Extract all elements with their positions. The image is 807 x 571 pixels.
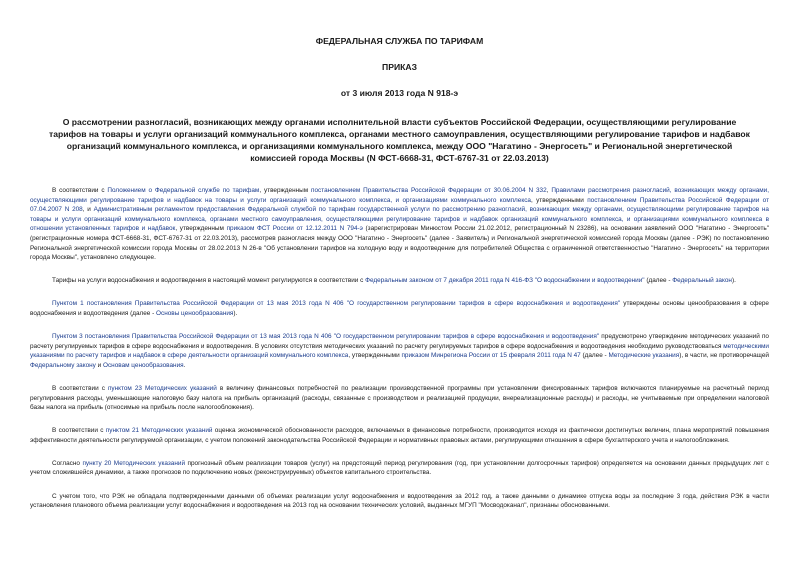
link-federal-law-416[interactable]: Федеральным законом от 7 декабря 2011 года N 416-ФЗ "О водоснабжении и водоотведении" — [365, 277, 645, 285]
paragraph-4 — [30, 332, 769, 370]
link-resolution-406-p3[interactable]: Пунктом 3 постановления Правительства Российской Федерации от 13 мая 2013 года N 406 "О государственном регулировании тарифов в сфере водоснабжения и водоотведения" — [52, 333, 600, 341]
document-kind: ПРИКАЗ — [382, 62, 417, 72]
document-title: О рассмотрении разногласий, возникающих между органами исполнительной власти субъектов Российской Федерации, осуществляющими регулирование тарифов на товары и услуги организаций коммунального комплекса, органами местного самоуправления, осуществляющими регулирование тарифов и надбавок организаций коммунального комплекса, и организациями коммунального комплекса, между ООО "Нагатино - Энергосеть" и Региональной энергетической комиссией города Москвы (N ФСТ-6668-31, ФСТ-6767-31 от 22.03.2013) — [49, 117, 750, 163]
paragraph-3 — [30, 299, 769, 318]
text: (далее - — [644, 277, 673, 285]
link-resolution-332[interactable]: постановлением Правительства Российской Федерации от 30.06.2004 N 332 — [311, 187, 547, 194]
link-guidelines-short[interactable]: Методические указания — [608, 352, 680, 360]
link-methodical-guidelines[interactable]: методическими указаниями по расчету тарифов и надбавок в сфере деятельности организаций коммунального комплекса — [30, 342, 769, 360]
text: Согласно — [52, 459, 83, 467]
link-guidelines-p20[interactable]: пункту 20 Методических указаний — [82, 459, 186, 467]
document-body — [30, 186, 769, 511]
text: предусмотрено утверждение методических указаний по расчету регулируемых тарифов в сфере водоснабжения и водоотведения. В условиях отсутствия методических указаний по расчету регулируемых тарифов в сфере водоснабжения и водоотведения необходимо руководствоваться — [30, 333, 769, 350]
link-pricing-basics-ref[interactable]: Основам ценообразования — [103, 361, 184, 369]
link-admin-regulation[interactable]: Административным регламентом предоставления Федеральной службой по тарифам государственной услуги по рассмотрению разногласий, возникающих между органами, осуществляющими регулирование тарифов на товары и услуги организаций коммунального комплекса, органами местного самоуправления, осуществляющими регулирование тарифов и надбавок организаций коммунального комплекса, и организациями коммунального комплекса в отношении установленных тарифов и надбавок — [30, 206, 769, 233]
link-regulation-fst[interactable]: Положением о Федеральной службе по тарифам — [107, 187, 260, 194]
link-resolution-208[interactable]: постановлением Правительства Российской Федерации от 07.04.2007 N 208 — [30, 196, 769, 214]
link-order-minregion-47[interactable]: приказом Минрегиона России от 15 февраля 2011 года N 47 — [401, 352, 581, 360]
link-guidelines-p21[interactable]: пунктом 21 Методических указаний — [105, 427, 213, 435]
text: в величину финансовых потребностей по реализации производственной программы при установлении фиксированных тарифов включаются планируемые на расчетный период регулирования расходы, уменьшающие налоговую базу налога на прибыль организаций (расходы, связанные с производством и реализацией продукции, внереализационные расходы) и расходы, не учитываемые при определении налоговой базы налога на прибыль (относимые на прибыль после налогообложения). — [30, 384, 770, 412]
link-federal-law-ref[interactable]: Федеральному закону — [30, 361, 96, 369]
text: (зарегистрирован Минюстом России 21.02.2012, регистрационный N 23286), на основании заявлений ООО "Нагатино - Энергосеть" (регистрационные номера ФСТ-6668-31, ФСТ-6767-31 от 22.03.2013), рассмотрев разногласия между ООО "Нагатино - Энергосеть" (далее - Заявитель) и Региональной энергетической комиссией города Москвы (далее - РЭК) по постановлению Региональной энергетической комиссии города Москвы от 28.02.2013 N 26-в "Об установлении тарифов на холодную воду и водоотведение для потребителей Общества с ограниченной ответственностью "Нагатино - Энергосеть" на территории города Москвы", установлено следующее. — [30, 225, 769, 262]
link-federal-law[interactable]: Федеральный закон — [672, 277, 732, 285]
paragraph-6 — [30, 426, 769, 445]
text: , утвержденными — [348, 352, 402, 360]
link-dispute-rules[interactable]: Правилами рассмотрения разногласий, возникающих между органами, осуществляющими регулирование тарифов и надбавок на товары и услуги организаций коммунального комплекса, и организациями коммунального комплекса — [30, 187, 770, 204]
text: утверждены основы ценообразования в сфере водоснабжения и водоотведения (далее - — [30, 300, 769, 317]
text: В соответствии с — [52, 187, 108, 194]
text: и — [95, 361, 103, 369]
document-date: от 3 июля 2013 года N 918-э — [340, 88, 459, 98]
text: ). — [731, 277, 736, 285]
text: ), в части, не противоречащей — [679, 352, 769, 360]
text: , утвержденным — [259, 187, 312, 194]
text: оценка экономической обоснованности расходов, включаемых в финансовые потребности, производится исходя из фактически достигнутых величин, плана мероприятий повышения эффективности деятельности регулируемой организации, с учетом положений законодательства Российской Федерации и нормативных правовых актами, регулирующими отношения в сфере бухгалтерского учета и налогообложения. — [30, 427, 769, 444]
link-resolution-406-p1[interactable]: Пунктом 1 постановления Правительства Российской Федерации от 13 мая 2013 года N 406 "О государственном регулировании тарифов в сфере водоснабжения и водоотведения" — [52, 300, 621, 308]
paragraph-7 — [30, 459, 769, 478]
paragraph-2 — [30, 276, 769, 286]
text: В соответствии с — [52, 427, 106, 435]
link-guidelines-p23[interactable]: пунктом 23 Методических указаний — [107, 384, 217, 392]
paragraph-8 — [30, 492, 769, 511]
text: Тарифы на услуги водоснабжения и водоотведения в настоящий момент регулируются в соответствии с — [52, 277, 366, 285]
link-pricing-basics[interactable]: Основы ценообразования — [156, 309, 234, 317]
text: . — [183, 361, 186, 369]
agency-name: ФЕДЕРАЛЬНАЯ СЛУЖБА ПО ТАРИФАМ — [315, 36, 484, 46]
text: , утвержденными — [530, 196, 588, 204]
text: прогнозный объем реализации товаров (услуг) на предстоящий период регулирования (год, при установлении долгосрочных тарифов) определяется на основании данных предыдущих лет с учетом сложившейся динамики, а также прогнозов по подключению новых (реконструируемых) объектов капитального строительства. — [30, 459, 770, 477]
text: В соответствии с — [52, 384, 108, 392]
text: С учетом того, что РЭК не обладала подтвержденными данными об объемах реализации услуг водоснабжения и водоотведения за 2012 год, а также данными о динамике отпуска воды за последние 3 года, действия РЭК в части установления планового объема реализации услуг водоснабжения и водоотведения на 2013 год на основании технических условий, выданных МГУП "Мосводоканал", признаны обоснованными. — [30, 492, 769, 510]
text: ). — [233, 309, 238, 317]
paragraph-1 — [30, 186, 769, 263]
text: , и — [82, 206, 94, 214]
text: , — [546, 187, 552, 194]
text: (далее - — [580, 352, 609, 360]
link-order-794[interactable]: приказом ФСТ России от 12.12.2011 N 794-э — [226, 225, 363, 233]
paragraph-5 — [30, 384, 769, 413]
text: , утвержденным — [175, 225, 227, 233]
